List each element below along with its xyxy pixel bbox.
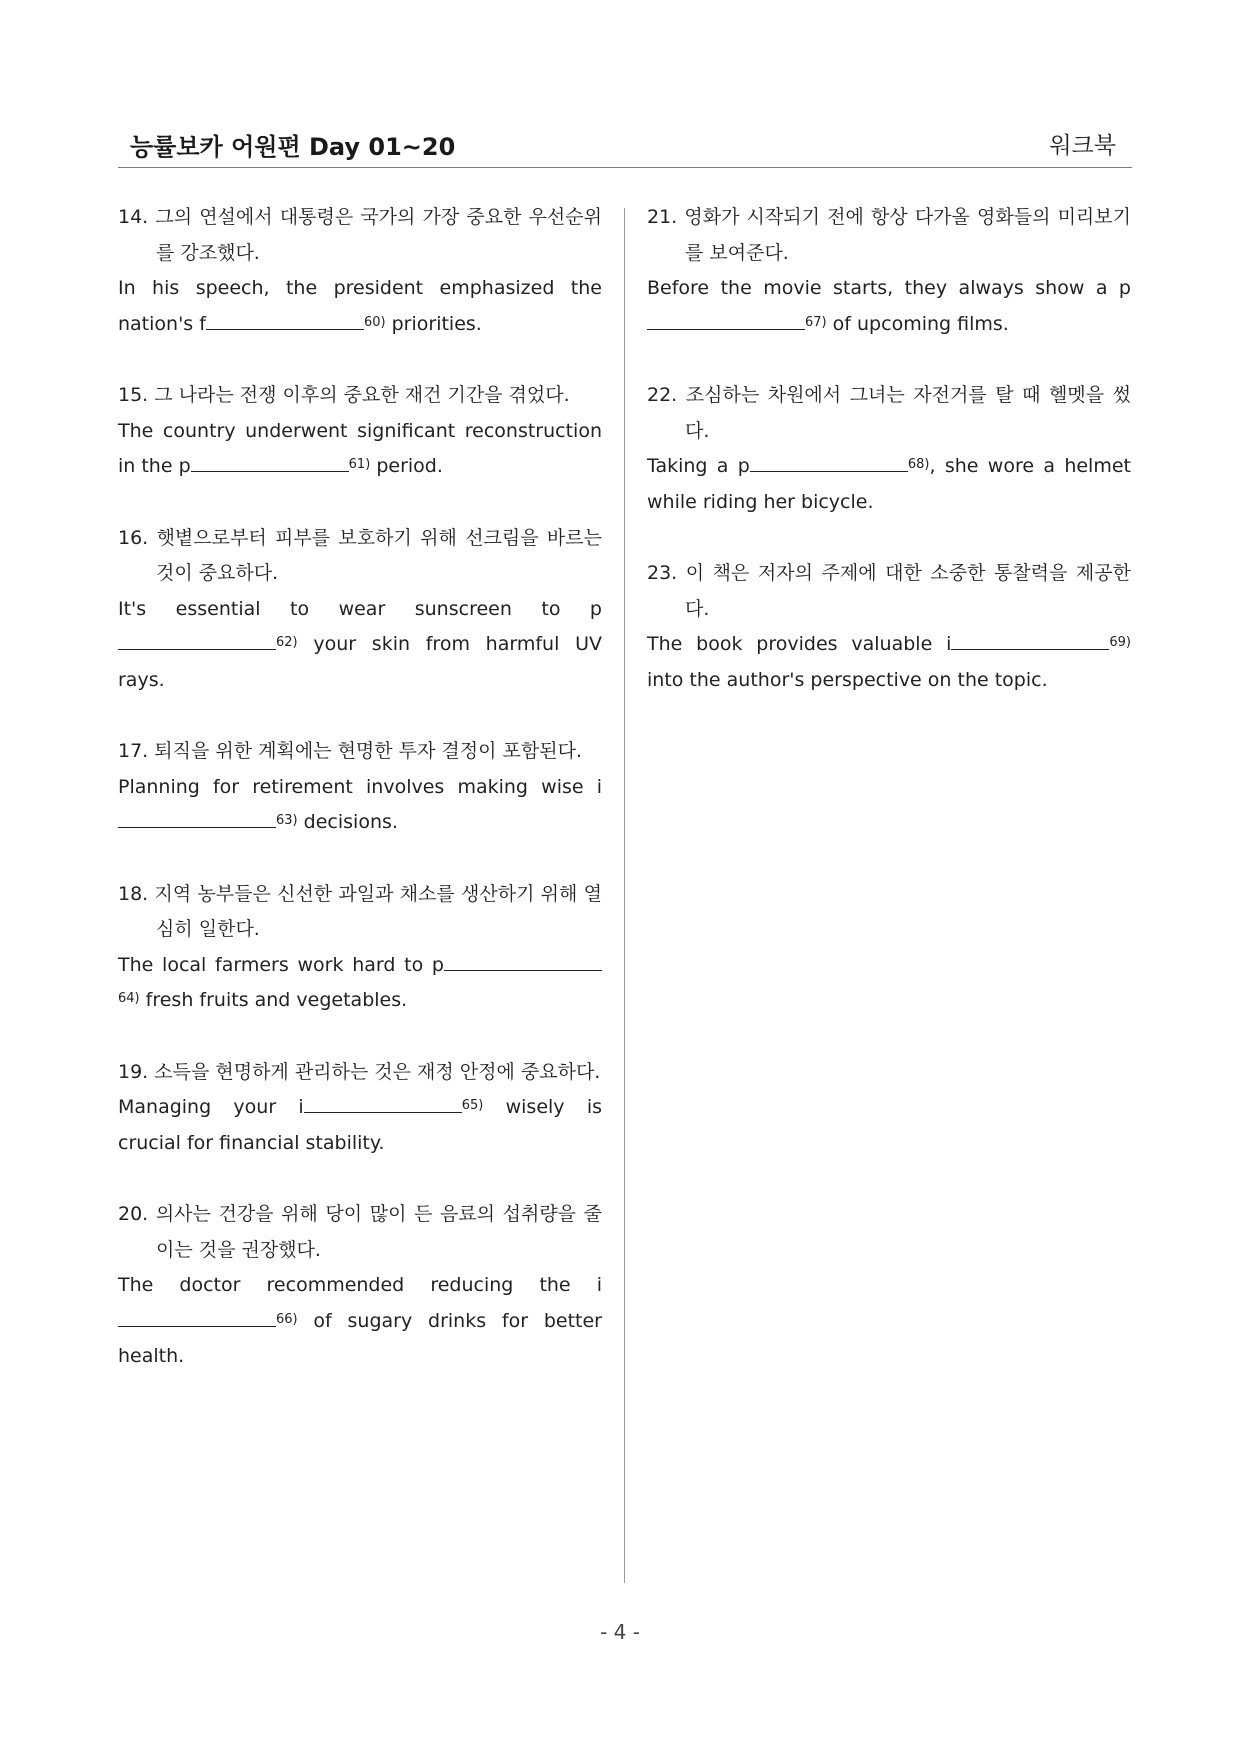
header-rule: [118, 167, 1132, 168]
korean-sentence: [118, 734, 602, 770]
question-number: 23.: [647, 562, 678, 584]
english-before: The book provides valuable i: [647, 633, 952, 655]
question-number: 21.: [647, 206, 678, 228]
blank-number: 69): [1109, 635, 1131, 650]
blank-number: 68): [907, 457, 930, 472]
korean-sentence: [118, 378, 602, 414]
english-before: Planning for retirement involves making wise i: [118, 775, 602, 798]
question-number: 18.: [118, 882, 149, 905]
page-header: [118, 122, 1128, 162]
korean-text: 이 책은 저자의 주제에 대한 소중한 통찰력을 제공한다.: [685, 562, 1131, 620]
blank-number: 63): [276, 813, 298, 828]
english-before: The doctor recommended reducing the i: [118, 1274, 602, 1296]
question-18: [118, 877, 602, 1019]
korean-text: 지역 농부들은 신선한 과일과 채소를 생산하기 위해 열심히 일한다.: [154, 882, 602, 940]
left-column: [118, 200, 602, 1411]
page-number: - 4 -: [600, 1620, 640, 1644]
answer-blank[interactable]: [118, 1306, 276, 1327]
english-sentence: [647, 271, 1131, 342]
korean-text: 햇볕으로부터 피부를 보호하기 위해 선크림을 바르는 것이 중요하다.: [156, 526, 602, 584]
question-20: [118, 1197, 602, 1375]
blank-number: 66): [276, 1311, 298, 1327]
korean-text: 영화가 시작되기 전에 항상 다가올 영화들의 미리보기를 보여준다.: [684, 206, 1131, 264]
workbook-title: 능률보카 어원편 Day 01~20: [130, 133, 456, 161]
question-number: 20.: [118, 1203, 149, 1225]
korean-text: 조심하는 차원에서 그녀는 자전거를 탈 때 헬멧을 썼다.: [685, 384, 1131, 442]
english-sentence: [647, 627, 1131, 698]
english-after: period.: [370, 455, 443, 477]
right-column: [647, 200, 1131, 734]
english-before: The country underwent significant reconstruction in the p: [118, 419, 602, 477]
english-sentence: [118, 414, 602, 485]
english-before: In his speech, the president emphasized the nation's f: [118, 277, 602, 335]
english-sentence: [647, 449, 1131, 520]
english-sentence: [118, 948, 602, 1019]
english-after: priorities.: [385, 312, 482, 335]
english-before: Before the movie starts, they always show a p: [647, 277, 1131, 299]
english-sentence: [118, 271, 602, 342]
question-number: 15.: [118, 384, 149, 406]
english-after: fresh fruits and vegetables.: [139, 989, 408, 1011]
english-after: of upcoming films.: [826, 312, 1009, 335]
korean-sentence: [647, 200, 1131, 271]
question-17: [118, 734, 602, 841]
question-16: [118, 521, 602, 699]
english-after: into the author's perspective on the topic.: [647, 668, 1048, 691]
korean-sentence: [647, 556, 1131, 627]
korean-sentence: [647, 378, 1131, 449]
question-number: 17.: [118, 740, 149, 762]
blank-number: 67): [805, 314, 827, 330]
answer-blank[interactable]: [444, 950, 602, 971]
question-21: [647, 200, 1131, 342]
english-after: , she wore a helmet while riding her bicycle.: [647, 455, 1131, 513]
question-22: [647, 378, 1131, 520]
question-number: 14.: [118, 206, 149, 228]
answer-blank[interactable]: [647, 309, 805, 330]
blank-number: 60): [363, 314, 386, 330]
column-divider: [624, 208, 625, 1583]
english-before: The local farmers work hard to p: [118, 953, 444, 976]
english-sentence: [118, 770, 602, 841]
question-number: 19.: [118, 1060, 149, 1083]
answer-blank[interactable]: [118, 629, 276, 650]
korean-sentence: [118, 521, 602, 592]
answer-blank[interactable]: [206, 309, 364, 330]
english-sentence: [118, 1268, 602, 1375]
english-after: decisions.: [297, 811, 398, 833]
question-23: [647, 556, 1131, 698]
english-after: of sugary drinks for better health.: [118, 1309, 602, 1367]
question-15: [118, 378, 602, 485]
english-after: your skin from harmful UV rays.: [118, 633, 602, 691]
korean-sentence: [118, 1055, 602, 1091]
blank-number: 65): [461, 1098, 484, 1113]
blank-number: 61): [348, 457, 371, 472]
korean-text: 그의 연설에서 대통령은 국가의 가장 중요한 우선순위를 강조했다.: [155, 206, 602, 264]
question-number: 22.: [647, 384, 678, 406]
blank-number: 62): [276, 635, 298, 650]
english-before: It's essential to wear sunscreen to p: [118, 597, 602, 620]
korean-text: 그 나라는 전쟁 이후의 중요한 재건 기간을 겪었다.: [154, 384, 570, 406]
question-number: 16.: [118, 526, 149, 549]
english-before: Managing your i: [118, 1096, 304, 1118]
answer-blank[interactable]: [750, 451, 908, 472]
answer-blank[interactable]: [304, 1092, 462, 1113]
korean-sentence: [118, 1197, 602, 1268]
answer-blank[interactable]: [191, 451, 349, 472]
blank-number: 64): [118, 991, 140, 1006]
english-after: wisely is crucial for financial stability.: [118, 1096, 602, 1154]
korean-text: 소득을 현명하게 관리하는 것은 재정 안정에 중요하다.: [154, 1060, 601, 1083]
korean-text: 퇴직을 위한 계획에는 현명한 투자 결정이 포함된다.: [154, 740, 582, 762]
korean-sentence: [118, 877, 602, 948]
workbook-label: 워크북: [1049, 133, 1116, 159]
english-sentence: [118, 592, 602, 699]
answer-blank[interactable]: [118, 807, 276, 828]
question-19: [118, 1055, 602, 1162]
korean-sentence: [118, 200, 602, 271]
answer-blank[interactable]: [951, 629, 1109, 650]
question-14: [118, 200, 602, 342]
english-before: Taking a p: [647, 455, 750, 477]
korean-text: 의사는 건강을 위해 당이 많이 든 음료의 섭취량을 줄이는 것을 권장했다.: [155, 1203, 602, 1261]
english-sentence: [118, 1090, 602, 1161]
